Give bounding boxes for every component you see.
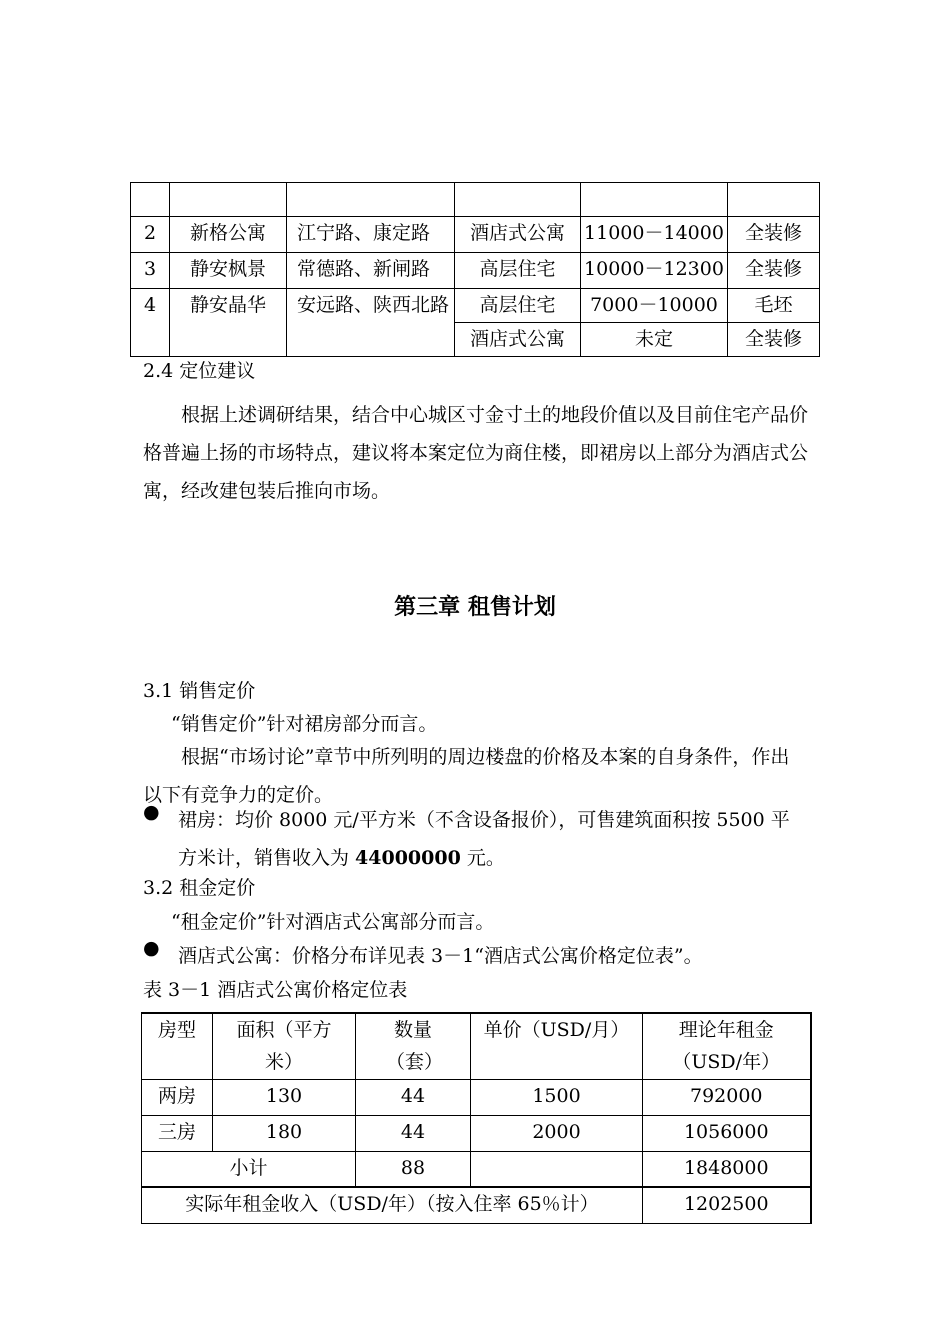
- table-header: 数量（套）: [356, 1013, 471, 1079]
- paragraph: 根据上述调研结果，结合中心城区寸金寸土的地段价值以及目前住宅产品价格普遍上扬的市场特点，建议将本案定位为商住楼，即裙房以上部分为酒店式公寓，经改建包装后推向市场。: [143, 404, 809, 502]
- table-cell: 11000－14000: [581, 217, 728, 253]
- section-heading: 3.2 租金定价: [143, 877, 256, 899]
- table-cell: [455, 183, 581, 217]
- table-cell: 792000: [643, 1079, 811, 1115]
- table-cell: 3: [131, 253, 170, 289]
- paragraph: “销售定价”针对裙房部分而言。: [171, 713, 438, 735]
- table-header: 单价（USD/月）: [471, 1013, 643, 1079]
- table-cell: [728, 183, 820, 217]
- table-row: [131, 253, 820, 289]
- table-cell: 江宁路、康定路: [287, 217, 455, 253]
- subtotal-label: 小计: [142, 1151, 356, 1187]
- paragraph: 根据“市场讨论”章节中所列明的周边楼盘的价格及本案的自身条件，作出以下有竞争力的定价。: [143, 746, 790, 806]
- table-cell: 静安晶华: [170, 289, 287, 357]
- table-row: [142, 1151, 811, 1187]
- table-cell: 44: [356, 1079, 471, 1115]
- table-cell: 毛坯: [728, 289, 820, 323]
- bullet-text: 元。: [460, 847, 505, 869]
- bullet-item: 酒店式公寓：价格分布详见表 3－1“酒店式公寓价格定位表”。: [178, 945, 703, 967]
- table-cell: [471, 1151, 643, 1187]
- table-cell: 1500: [471, 1079, 643, 1115]
- chapter-title: 第三章 租售计划: [394, 595, 556, 620]
- table-cell: [287, 183, 455, 217]
- table-cell: [170, 183, 287, 217]
- actual-rent-label: 实际年租金收入（USD/年）（按入住率 65％计）: [142, 1187, 643, 1223]
- table-cell: 安远路、陕西北路: [287, 289, 455, 357]
- table-row: [131, 217, 820, 253]
- table-cell: 10000－12300: [581, 253, 728, 289]
- table-cell: 常德路、新闸路: [287, 253, 455, 289]
- section-heading: 2.4 定位建议: [143, 360, 256, 382]
- actual-rent-value: 1202500: [643, 1187, 811, 1223]
- table-cell: 两房: [142, 1079, 213, 1115]
- paragraph: “租金定价”针对酒店式公寓部分而言。: [171, 911, 495, 933]
- table-cell: 2: [131, 217, 170, 253]
- bullet-item: [178, 801, 808, 877]
- bullet-icon: ●: [143, 801, 160, 823]
- comparison-table: [130, 182, 820, 357]
- bullet-text: 裙房：均价 8000 元/平方米（不含设备报价），可售建筑面积按 5500 平方米计，销售收入为: [178, 809, 790, 869]
- table-row: [131, 289, 820, 323]
- section-heading: 3.1 销售定价: [143, 680, 256, 702]
- table-header: 房型: [142, 1013, 213, 1079]
- table-cell: 高层住宅: [455, 253, 581, 289]
- table-row: [142, 1079, 811, 1115]
- table-cell: [581, 183, 728, 217]
- table-cell: 4: [131, 289, 170, 357]
- table-header: 理论年租金（USD/年）: [643, 1013, 811, 1079]
- table-header: 面积（平方米）: [213, 1013, 356, 1079]
- table-caption: 表 3－1 酒店式公寓价格定位表: [143, 979, 408, 1001]
- table-cell: 三房: [142, 1115, 213, 1151]
- table-cell: 静安枫景: [170, 253, 287, 289]
- table-cell: 未定: [581, 323, 728, 357]
- table-cell: 酒店式公寓: [455, 323, 581, 357]
- sales-revenue: 44000000: [355, 847, 461, 869]
- table-cell: 130: [213, 1079, 356, 1115]
- table-cell: 7000－10000: [581, 289, 728, 323]
- table-cell: 88: [356, 1151, 471, 1187]
- table-row: [142, 1187, 811, 1223]
- table-cell: 酒店式公寓: [455, 217, 581, 253]
- table-cell: 高层住宅: [455, 289, 581, 323]
- table-cell: 1848000: [643, 1151, 811, 1187]
- table-cell: 全装修: [728, 253, 820, 289]
- pricing-table: [141, 1012, 812, 1224]
- table-header-row: [142, 1013, 811, 1079]
- table-cell: 44: [356, 1115, 471, 1151]
- table-cell: 新格公寓: [170, 217, 287, 253]
- table-cell: [131, 183, 170, 217]
- table-cell: 全装修: [728, 323, 820, 357]
- table-cell: 2000: [471, 1115, 643, 1151]
- table-row: [142, 1115, 811, 1151]
- table-cell: 1056000: [643, 1115, 811, 1151]
- bullet-icon: ●: [143, 937, 160, 959]
- table-cell: 全装修: [728, 217, 820, 253]
- table-cell: 180: [213, 1115, 356, 1151]
- table-row: [131, 183, 820, 217]
